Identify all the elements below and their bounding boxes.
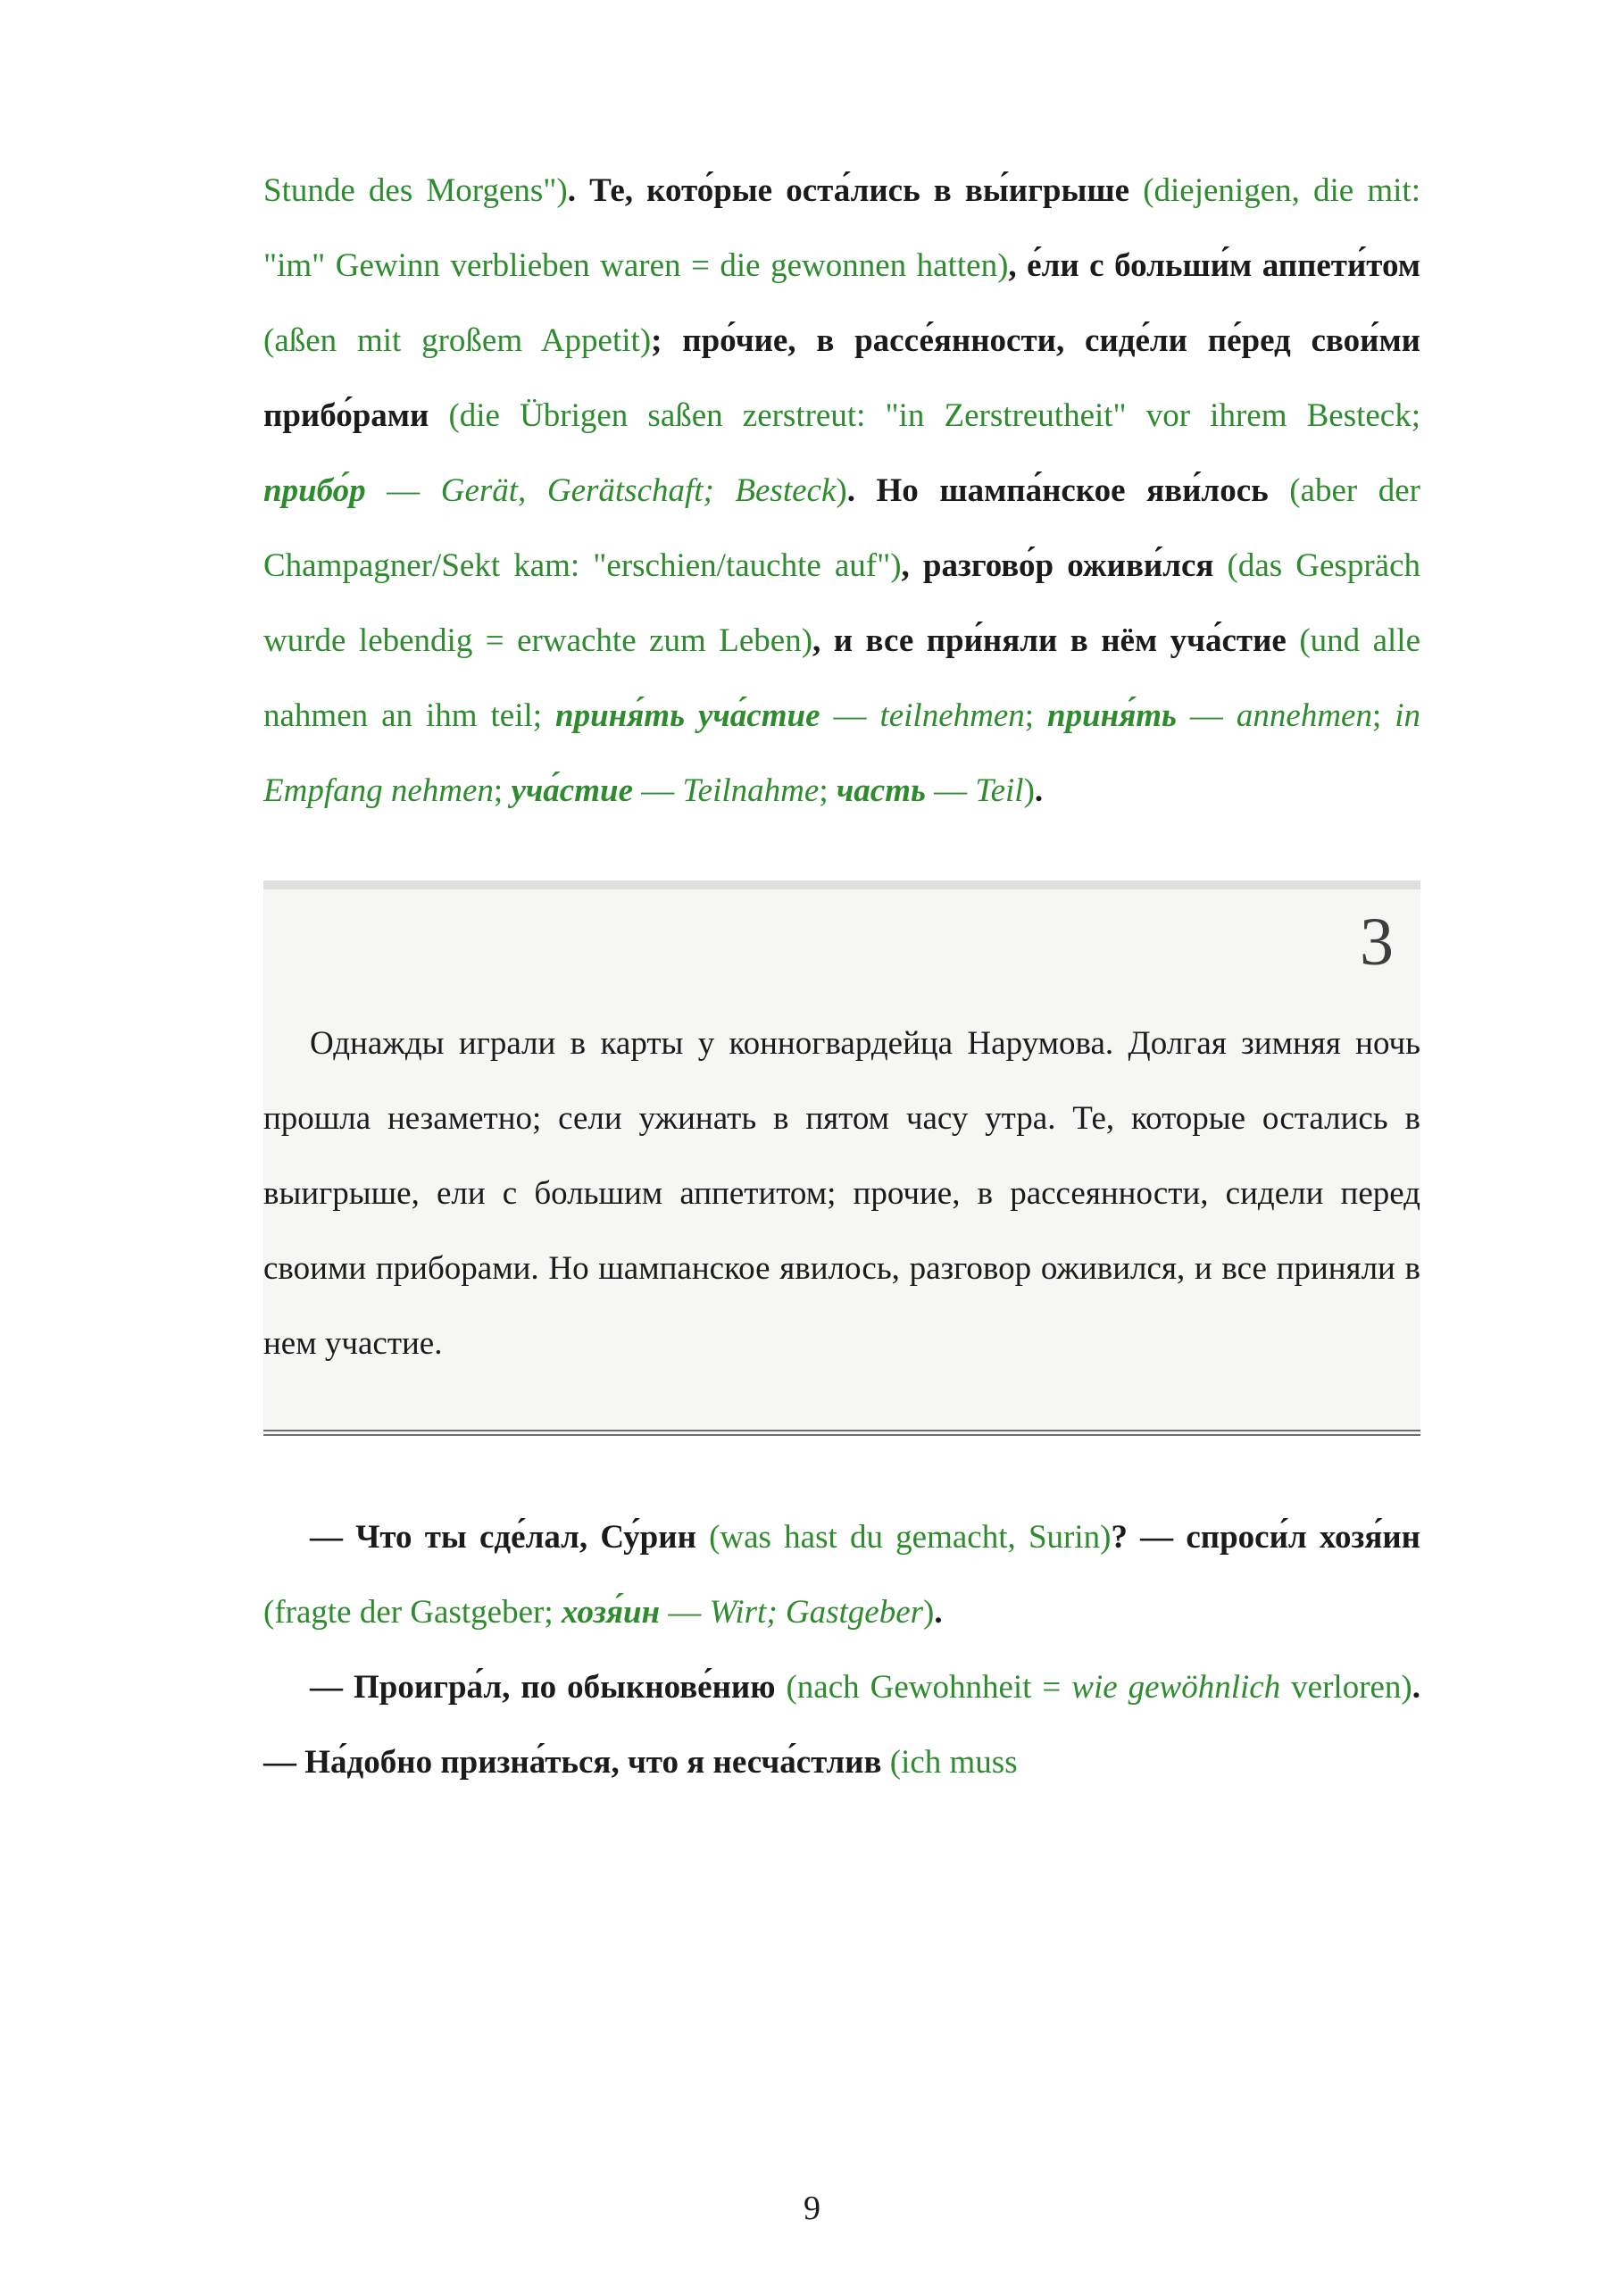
chapter-number: 3 [1360, 905, 1394, 980]
text-segment: (und alle nahmen an ihm teil; [263, 622, 1420, 734]
dialogue-paragraph-1 [263, 1500, 1420, 1650]
text-segment: ) [923, 1594, 935, 1631]
text-segment: . Те, кото́рые оста́лись в вы́игрыше [567, 172, 1144, 209]
text-segment: ) [836, 472, 847, 509]
text-segment: (diejenigen, die mit: "im" Gewinn verblieben waren = die gewonnen hatten) [263, 172, 1420, 284]
text-segment: . Но шампа́нское яви́лось [846, 472, 1290, 509]
text-segment: — [820, 697, 880, 734]
text-segment: , и все при́няли в нём уча́стие [812, 622, 1300, 659]
text-segment: (die Übrigen saßen zerstreut: "in Zerstreutheit" vor ihrem Besteck; [448, 397, 1421, 434]
text-segment: Wirt; Gastgeber [709, 1594, 924, 1631]
text-segment: Stunde des Morgens") [263, 172, 568, 209]
text-segment: — [925, 772, 976, 809]
text-segment: прибо́р [263, 472, 366, 509]
text-segment: — [633, 772, 683, 809]
text-segment: — [365, 472, 441, 509]
text-segment: ) [1023, 772, 1035, 809]
text-segment: annehmen [1236, 697, 1372, 734]
text-segment: , е́ли с больши́м аппети́том [1008, 247, 1420, 284]
text-segment: Teil [975, 772, 1024, 809]
text-segment: (nach Gewohnheit = [786, 1669, 1072, 1706]
text-segment: ; [1024, 697, 1048, 734]
text-segment: (aber der Champagner/Sekt kam: "erschien/tauchte auf") [263, 472, 1421, 584]
text-segment: ? — спроси́л хозя́ин [1111, 1519, 1420, 1556]
text-segment: teilnehmen [879, 697, 1025, 734]
text-segment: . [934, 1594, 943, 1631]
text-segment: Gerät, Gerätschaft; Besteck [440, 472, 837, 509]
original-text-paragraph: Однажды играли в карты у конногвардейца Нарумова. Долгая зимняя ночь прошла незаметно; сели ужинать в пятом часу утра. Те, которые остались в выигрыше, ели с большим аппетитом; прочие, в рассеянности, сидели перед своими приборами. Но шампанское явилось, разговор оживился, и все приняли в нем участие. [263, 1025, 1420, 1362]
text-segment: часть [836, 772, 926, 809]
dialogue-paragraph-2 [263, 1650, 1420, 1800]
text-segment: хозя́ин [561, 1594, 661, 1631]
text-segment: ; [819, 772, 837, 809]
text-segment: in Empfang nehmen [263, 697, 1421, 809]
text-segment: (fragte der Gastgeber; [263, 1594, 562, 1631]
text-segment: . — На́добно призна́ться, что я несча́стлив [263, 1669, 1421, 1781]
text-segment: приня́ть уча́стие [555, 697, 820, 734]
text-segment: приня́ть [1047, 697, 1177, 734]
text-segment: ; [1371, 697, 1395, 734]
text-segment: (aßen mit großem Appetit) [263, 322, 652, 359]
text-segment: . [1034, 772, 1044, 809]
text-segment: ; про́чие, в рассе́янности, сиде́ли пе́ред свои́ми прибо́рами [263, 322, 1420, 434]
text-segment: verloren) [1280, 1669, 1412, 1706]
text-segment: уча́стие [511, 772, 633, 809]
text-segment: (das Gespräch wurde lebendig = erwachte zum Leben) [263, 547, 1420, 659]
text-segment: wie gewöhnlich [1071, 1669, 1281, 1706]
interlinear-paragraph [263, 154, 1420, 829]
text-segment: — [1176, 697, 1237, 734]
text-segment: — Проигра́л, по обыкнове́нию [310, 1669, 787, 1706]
text-segment: , разгово́р оживи́лся [901, 547, 1228, 584]
page-number: 9 [804, 2190, 820, 2227]
text-segment: — Что ты сде́лал, Су́рин [310, 1519, 710, 1556]
text-segment: Teilnahme [682, 772, 820, 809]
chapter-section-block [263, 880, 1420, 1436]
text-segment: — [660, 1594, 710, 1631]
text-segment: (was hast du gemacht, Surin) [709, 1519, 1112, 1556]
text-segment: ; [493, 772, 512, 809]
text-segment: (ich muss [889, 1744, 1018, 1781]
